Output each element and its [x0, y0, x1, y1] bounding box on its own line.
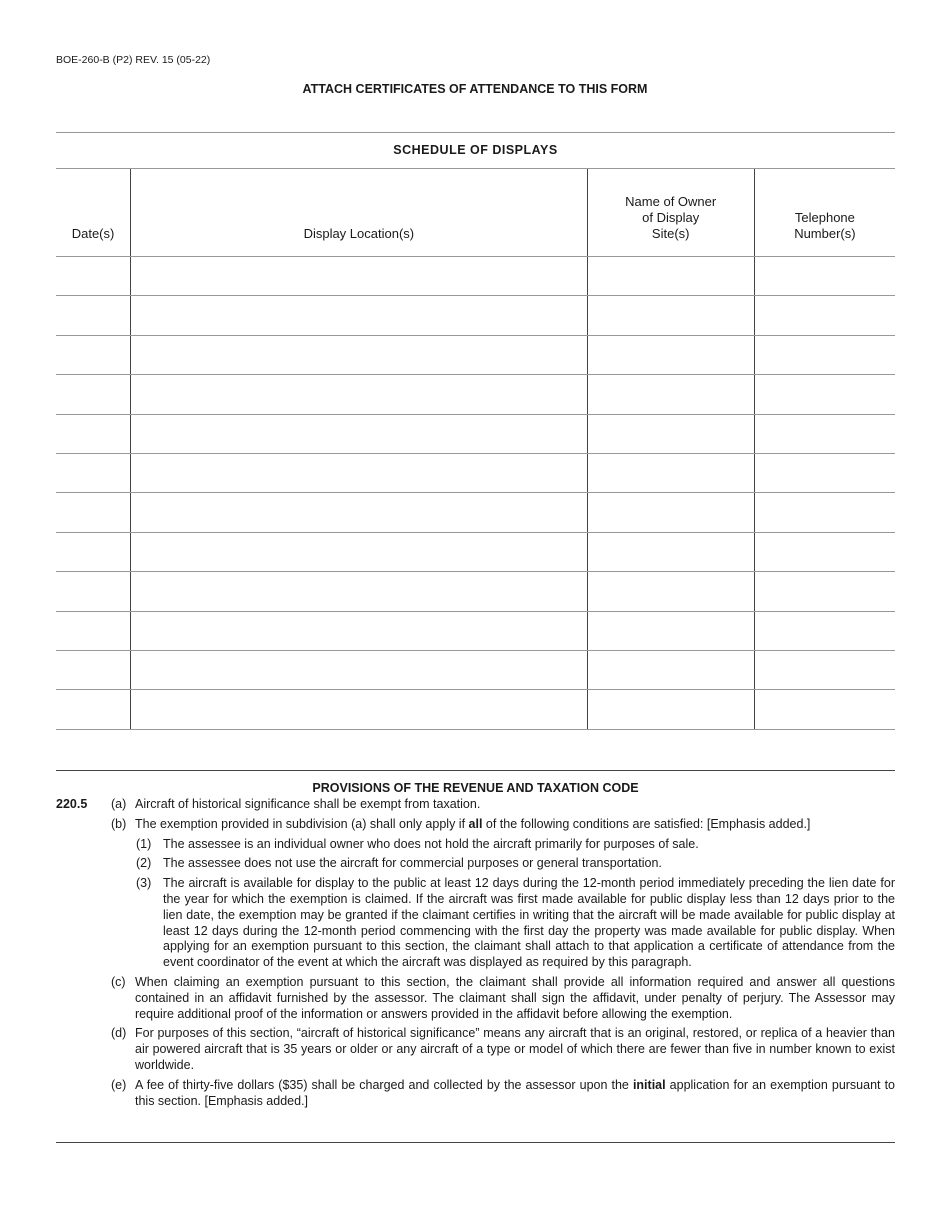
display-location-cell[interactable]	[131, 532, 588, 571]
date-cell[interactable]	[56, 453, 131, 492]
col-header-display-location: Display Location(s)	[131, 169, 588, 257]
date-cell[interactable]	[56, 611, 131, 650]
schedule-row	[56, 335, 895, 374]
schedule-header-row	[56, 169, 895, 257]
schedule-row	[56, 453, 895, 492]
owner-name-cell[interactable]	[587, 257, 754, 296]
owner-name-cell[interactable]	[587, 690, 754, 729]
owner-name-cell[interactable]	[587, 611, 754, 650]
owner-name-cell[interactable]	[587, 453, 754, 492]
date-cell[interactable]	[56, 375, 131, 414]
revenue-taxation-code-provisions	[56, 770, 895, 1113]
subdivision-a: (a) Aircraft of historical significance shall be exempt from taxation.	[111, 797, 481, 811]
date-cell[interactable]	[56, 690, 131, 729]
telephone-cell[interactable]	[754, 572, 895, 611]
subdivision-e: (e) A fee of thirty-five dollars ($35) shall be charged and collected by the assessor upon the initial application for an exemption pursuant to this section. [Emphasis added.]	[111, 1077, 895, 1108]
schedule-of-displays	[56, 132, 895, 730]
telephone-cell[interactable]	[754, 453, 895, 492]
date-cell[interactable]	[56, 257, 131, 296]
telephone-cell[interactable]	[754, 414, 895, 453]
condition-3: (3) The aircraft is available for display to the public at least 12 days during the 12-month period immediately preceding the lien date for the year for which the exemption is claimed. If the aircraft was first made available for public display less than 12 days prior to the lien date, the exemption may be granted if the claimant certifies in writing that the aircraft will be made available for public display at least 12 days during the 12-month period commencing with the first day the property was made available for public display. When applying for an exemption pursuant to this section, the claimant shall attach to that application a certificate of attendance from the event coordinator of the event at which the aircraft was displayed as required by this paragraph.	[136, 876, 895, 970]
telephone-cell[interactable]	[754, 650, 895, 689]
display-location-cell[interactable]	[131, 257, 588, 296]
attach-certificates-note: ATTACH CERTIFICATES OF ATTENDANCE TO THIS FORM	[302, 82, 648, 96]
schedule-row	[56, 493, 895, 532]
owner-name-cell[interactable]	[587, 414, 754, 453]
display-location-cell[interactable]	[131, 453, 588, 492]
display-location-cell[interactable]	[131, 375, 588, 414]
display-location-cell[interactable]	[131, 572, 588, 611]
owner-name-cell[interactable]	[587, 532, 754, 571]
telephone-cell[interactable]	[754, 335, 895, 374]
telephone-cell[interactable]	[754, 611, 895, 650]
subdivision-c: (c) When claiming an exemption pursuant to this section, the claimant shall provide all information required and answer all questions contained in an affidavit furnished by the assessor. The claimant shall sign the affidavit, under penalty of perjury. The Assessor may require additional proof of the information or answers provided in the affidavit before allowing the exemption.	[111, 974, 895, 1021]
owner-name-cell[interactable]	[587, 335, 754, 374]
section-number: 220.5	[56, 797, 88, 811]
owner-name-cell[interactable]	[587, 375, 754, 414]
display-location-cell[interactable]	[131, 650, 588, 689]
schedule-row	[56, 611, 895, 650]
subdivision-b: (b) The exemption provided in subdivision (a) shall only apply if all of the following conditions are satisfied: [Emphasis added.]	[111, 816, 811, 831]
telephone-cell[interactable]	[754, 375, 895, 414]
date-cell[interactable]	[56, 414, 131, 453]
telephone-cell[interactable]	[754, 296, 895, 335]
condition-2: (2) The assessee does not use the aircraft for commercial purposes or general transportation.	[136, 856, 662, 871]
condition-1: (1) The assessee is an individual owner who does not hold the aircraft primarily for purposes of sale.	[136, 836, 699, 851]
schedule-row	[56, 572, 895, 611]
telephone-cell[interactable]	[754, 690, 895, 729]
owner-name-cell[interactable]	[587, 296, 754, 335]
col-header-dates: Date(s)	[56, 169, 131, 257]
form-number: BOE-260-B (P2) REV. 15 (05-22)	[56, 54, 211, 66]
date-cell[interactable]	[56, 650, 131, 689]
provisions-title: PROVISIONS OF THE REVENUE AND TAXATION CODE	[312, 781, 639, 795]
date-cell[interactable]	[56, 296, 131, 335]
schedule-title: SCHEDULE OF DISPLAYS	[56, 133, 895, 169]
telephone-cell[interactable]	[754, 532, 895, 571]
date-cell[interactable]	[56, 532, 131, 571]
schedule-row	[56, 532, 895, 571]
display-location-cell[interactable]	[131, 414, 588, 453]
schedule-row	[56, 414, 895, 453]
owner-name-cell[interactable]	[587, 493, 754, 532]
date-cell[interactable]	[56, 335, 131, 374]
schedule-row	[56, 650, 895, 689]
display-location-cell[interactable]	[131, 493, 588, 532]
display-location-cell[interactable]	[131, 335, 588, 374]
schedule-row	[56, 257, 895, 296]
owner-name-cell[interactable]	[587, 572, 754, 611]
display-location-cell[interactable]	[131, 690, 588, 729]
col-header-owner-name: Name of Owner of Display Site(s)	[587, 169, 754, 257]
owner-name-cell[interactable]	[587, 650, 754, 689]
subdivision-d: (d) For purposes of this section, “aircraft of historical significance” means any aircraft that is an original, restored, or replica of a heavier than air powered aircraft that is 35 years or older or any aircraft of a type or model of which there are fewer than five in number known to exist worldwide.	[111, 1026, 895, 1072]
schedule-row	[56, 296, 895, 335]
display-location-cell[interactable]	[131, 296, 588, 335]
telephone-cell[interactable]	[754, 493, 895, 532]
date-cell[interactable]	[56, 572, 131, 611]
schedule-row	[56, 690, 895, 729]
bottom-rule	[56, 1142, 895, 1143]
col-header-telephone: Telephone Number(s)	[754, 169, 895, 257]
display-location-cell[interactable]	[131, 611, 588, 650]
telephone-cell[interactable]	[754, 257, 895, 296]
schedule-row	[56, 375, 895, 414]
date-cell[interactable]	[56, 493, 131, 532]
schedule-table	[56, 169, 895, 730]
section-220-5	[56, 797, 895, 1109]
